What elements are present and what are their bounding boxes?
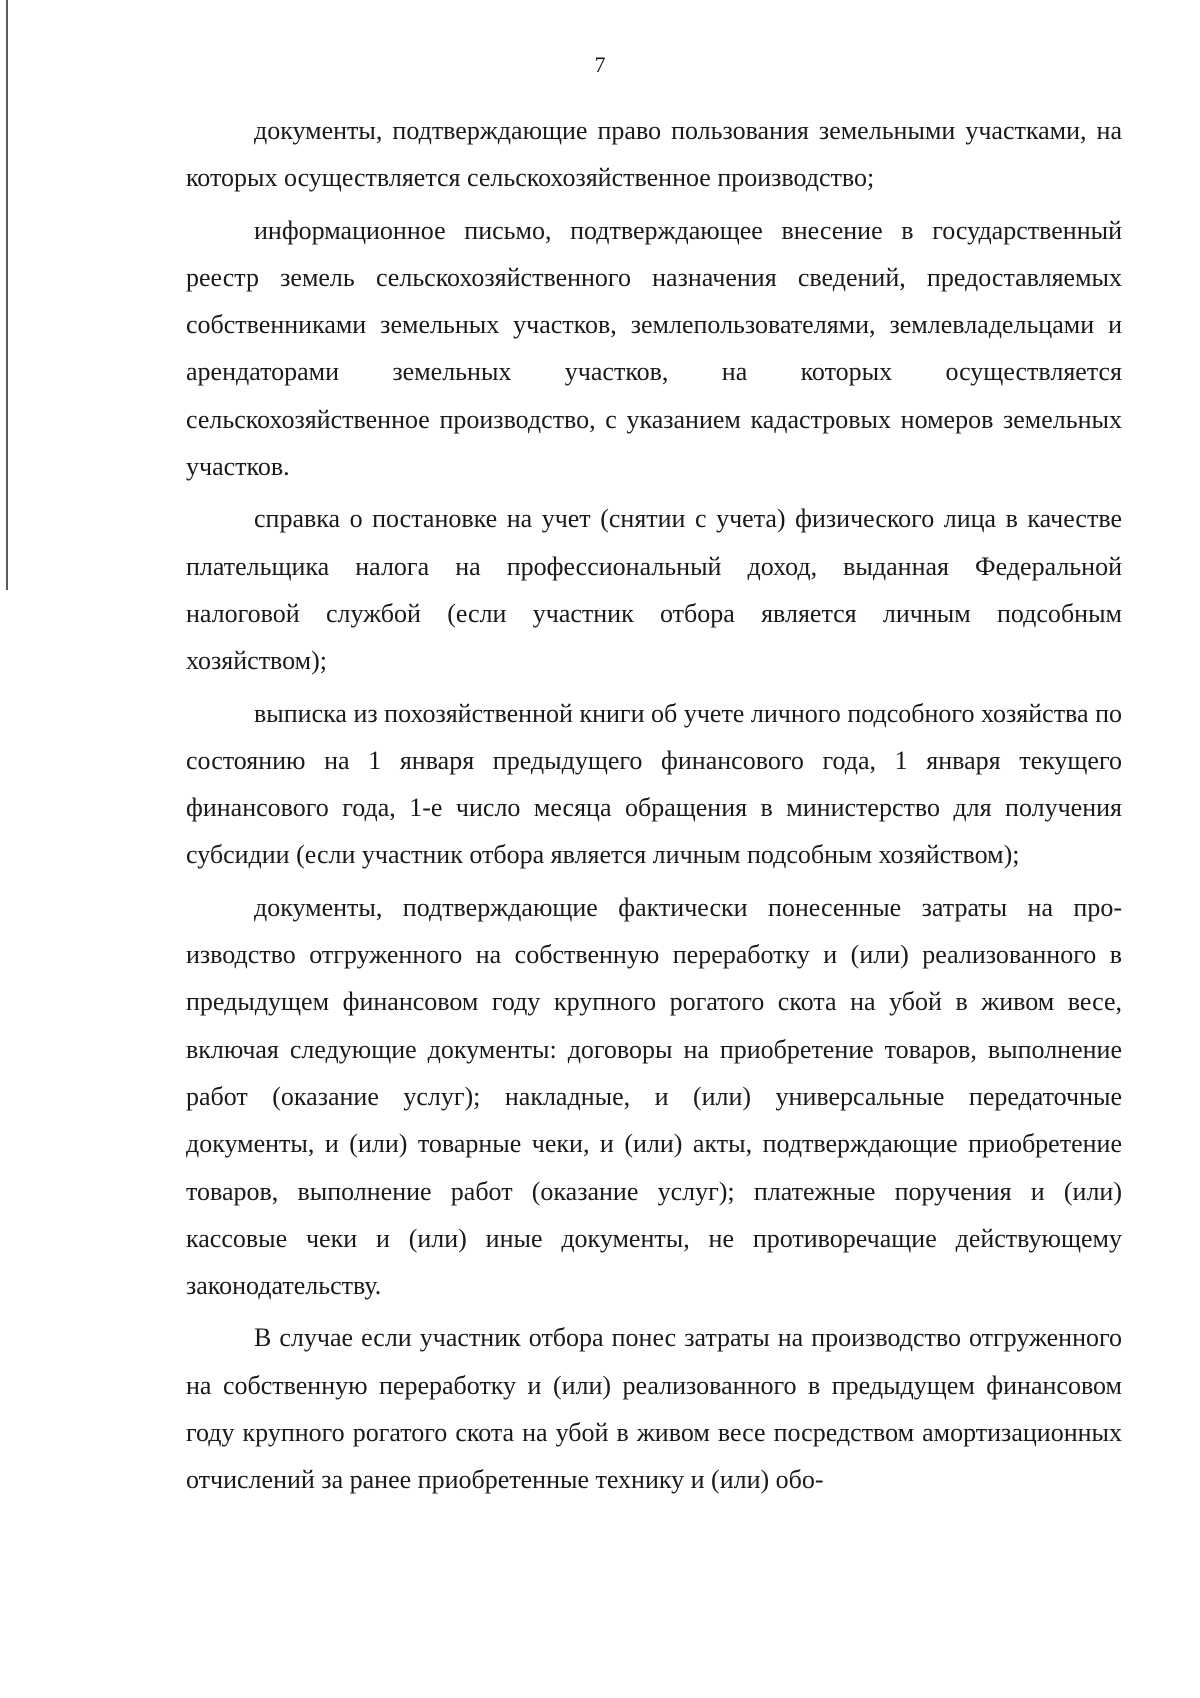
paragraph-depreciation-case: В случае если участник отбора понес затраты на производство отгруженного на собственную переработку и (или) реализованного в предыдущем финансовом году крупного рогатого скота на убой в живом весе посредством амортизационных отчислений за ранее приобретенные технику и (или) обо- bbox=[186, 1323, 1122, 1495]
document-body bbox=[186, 107, 1122, 1509]
page-number: 7 bbox=[594, 52, 606, 77]
paragraph-cost-documents: документы, подтверждающие фактически понесенные затраты на производство отгруженного на собственную переработку и (или) реализованного в предыдущем финансовом году крупного рогатого скота на убой в живом весе, включая следующие документы: договоры на приобретение товаров, выполнение работ (оказание услуг); накладные, и (или) универсальные передаточные документы, и (или) товарные чеки, и (или) акты, подтверждающие приобретение товаров, выполнение работ (оказание услуг); платежные поручения и (или) кассовые чеки и (или) иные документы, не противоречащие действующему законодательству. bbox=[186, 892, 1122, 1301]
paragraph-tax-registration-certificate: справка о постановке на учет (снятии с учета) физического лица в качестве плательщика налога на профессиональный доход, выданная Федеральной налоговой службой (если участник отбора является личным подсобным хозяйством); bbox=[186, 504, 1122, 676]
paragraph-information-letter: информационное письмо, подтверждающее внесение в государственный реестр земель сельскохозяйственного назначения сведений, предоставляемых собственниками земельных участков, землепользователями, землевладельцами и арендаторами земельных участков, на которых осуществляется сельскохозяйственное производство, с указанием кадастровых номеров земельных участков. bbox=[186, 215, 1122, 482]
paragraph-land-use-documents: документы, подтверждающие право пользования земельными участками, на которых осуществляется сельскохозяйственное производство; bbox=[186, 116, 1122, 193]
paragraph-household-book-extract: выписка из похозяйственной книги об учете личного подсобного хозяйства по состоянию на 1 января предыдущего финансового года, 1 января текущего финансового года, 1-е число месяца обращения в министерство для получения субсидии (если участник отбора является личным подсобным хозяйством); bbox=[186, 698, 1122, 870]
scan-edge-line bbox=[6, 0, 8, 590]
